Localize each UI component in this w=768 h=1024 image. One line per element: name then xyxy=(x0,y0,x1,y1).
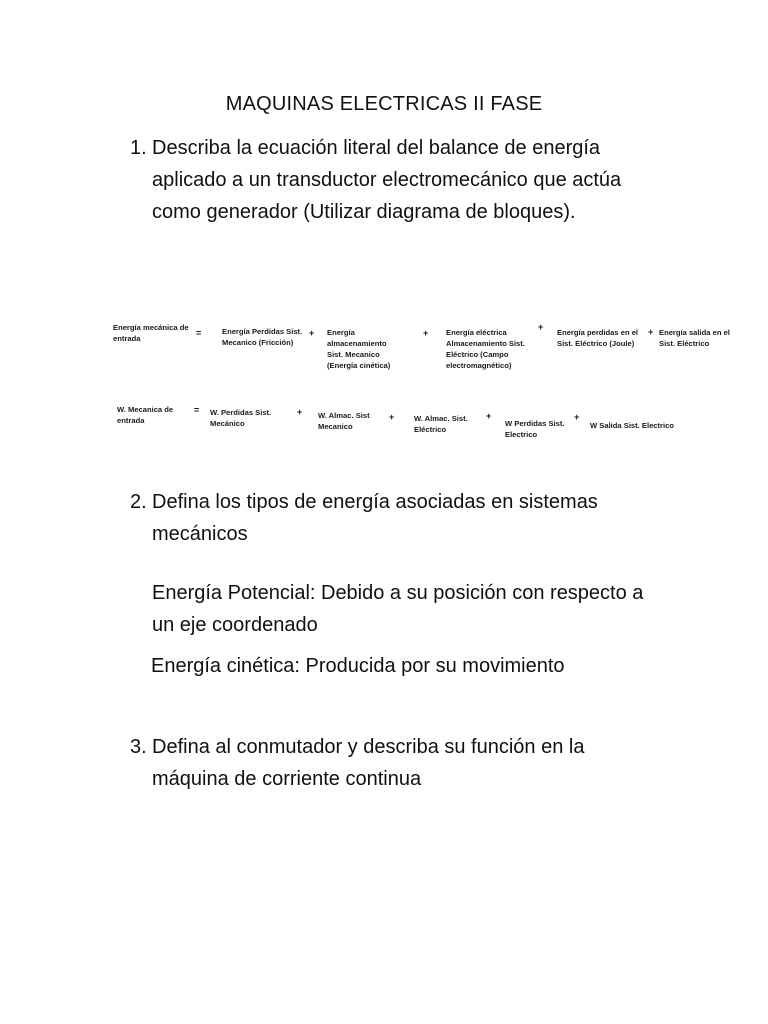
plus-sign: + xyxy=(574,412,580,422)
equals-sign: = xyxy=(194,405,200,415)
equals-sign: = xyxy=(196,328,202,338)
question-1 xyxy=(130,132,650,228)
question-text: Defina los tipos de energía asociadas en sistemas mecánicos xyxy=(152,491,598,545)
block-electrical-losses: Energía perdidas en el Sist. Eléctrico (Joule) xyxy=(557,328,639,348)
plus-sign: + xyxy=(486,411,492,421)
block-w-mechanical-input: W. Mecanica de entrada xyxy=(117,405,174,425)
plus-sign: + xyxy=(389,412,395,422)
block-electrical-output: Energía salida en el Sist. Eléctrico xyxy=(659,328,730,348)
question-number: 3. xyxy=(130,736,147,758)
answer-potential-energy: Energía Potencial: Debido a su posición con respecto a un eje coordenado xyxy=(152,582,644,636)
block-mechanical-input-energy: Energía mecánica de entrada xyxy=(113,323,189,343)
block-w-mechanical-storage: W. Almac. Sist Mecanico xyxy=(318,411,370,431)
block-electrical-storage: Energía eléctrica Almacenamiento Sist. Eléctrico (Campo electromagnético) xyxy=(446,328,525,370)
question-number: 1. xyxy=(130,137,147,159)
answer-kinetic-energy: Energía cinética: Producida por su movimiento xyxy=(151,655,565,677)
question-2 xyxy=(130,486,650,550)
block-w-electrical-output: W Salida Sist. Electrico xyxy=(590,421,674,430)
question-number: 2. xyxy=(130,491,147,513)
document-title: MAQUINAS ELECTRICAS II FASE xyxy=(225,93,543,115)
block-w-electrical-storage: W. Almac. Sist. Eléctrico xyxy=(414,414,468,434)
question-text: Defina al conmutador y describa su función en la máquina de corriente continua xyxy=(152,736,585,790)
plus-sign: + xyxy=(297,407,303,417)
question-text: Describa la ecuación literal del balance de energía aplicado a un transductor electromecánico que actúa como generador (Utilizar diagrama de bloques). xyxy=(152,137,622,223)
question-3 xyxy=(130,731,630,795)
plus-sign: + xyxy=(538,322,544,332)
plus-sign: + xyxy=(423,328,429,338)
block-mechanical-losses: Energía Perdidas Sist. Mecanico (Fricción) xyxy=(222,327,303,347)
block-w-electrical-losses: W Perdidas Sist. Electrico xyxy=(505,419,565,439)
plus-sign: + xyxy=(309,328,315,338)
plus-sign: + xyxy=(648,327,654,337)
block-mechanical-storage: Energía almacenamiento Sist. Mecanico (Energía cinética) xyxy=(327,328,391,370)
block-w-mechanical-losses: W. Perdidas Sist. Mecánico xyxy=(210,408,272,428)
